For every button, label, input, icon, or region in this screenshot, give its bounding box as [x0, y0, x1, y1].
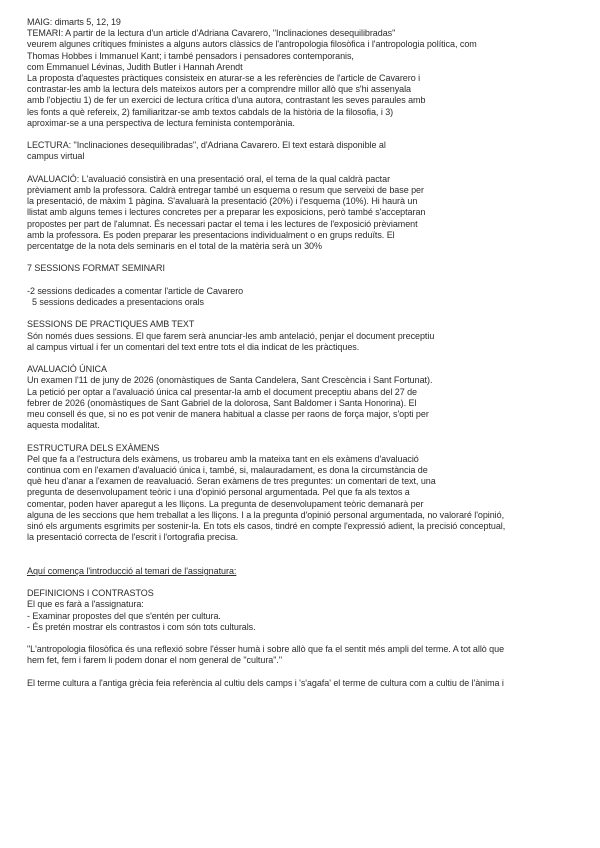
intro-line: amb l'objectiu 1) de fer un exercici de lectura crítica d'una autora, contrastant les seves paraules amb [27, 95, 426, 106]
assessment-line: AVALUACIÓ: L'avaluació consistirà en una presentació oral, el tema de la qual caldrà pactar [27, 173, 391, 184]
spacer [27, 577, 587, 588]
reading-section [27, 140, 587, 162]
sessions-line: -2 sessions dedicades a comentar l'article de Cavarero [27, 285, 244, 296]
exam-structure-section [27, 443, 587, 544]
single-assessment-line: Un examen l'11 de juny de 2026 (onomàstiques de Santa Candelera, Sant Crescència i Sant Fortunat). [27, 375, 433, 386]
reading-line: campus virtual [27, 151, 85, 162]
definitions-line: - Examinar propostes del que s'entén per cultura. [27, 610, 221, 621]
practice-sessions-section [27, 319, 587, 353]
definitions-line: - És pretén mostrar els contrastos i com són tots culturals. [27, 621, 256, 632]
exam-structure-heading: ESTRUCTURA DELS EXÀMENS [27, 442, 160, 453]
exam-structure-line: continua com en l'examen d'avaluació única i, també, si, malauradament, es dona la circumstància de [27, 465, 428, 476]
assessment-line: percentatge de la nota dels seminaris en el total de la matèria serà un 30% [27, 241, 322, 252]
definitions-section [27, 588, 587, 633]
definitions-heading: DEFINICIONS I CONTRASTOS [27, 588, 154, 599]
exam-structure-line: comentar, poden haver aparegut a les lliçons. La pregunta de desenvolupament teòric demanarà per [27, 498, 424, 509]
assessment-line: llistat amb alguns temes i lectures concretes per a preparar les exposicions, però també s'acceptaran [27, 207, 426, 218]
exam-structure-line: sinó els arguments esgrimits per sostenir-la. En tots els casos, tindré en compte l'expressió adient, la precisió conceptual, [27, 521, 506, 532]
exam-structure-line: què heu d'anar a l'examen de reavaluació. Seran exàmens de tres preguntes: un comentari de text, una [27, 476, 436, 487]
assessment-line: la presentació, de màxim 1 pàgina. S'avaluarà la presentació (20%) i l'esquema (10%). Hi haurà un [27, 196, 418, 207]
spacer [27, 667, 587, 678]
single-assessment-line: La petició per optar a l'avaluació única cal presentar-la amb el document preceptiu abans del 27 de [27, 386, 418, 397]
spacer [27, 431, 587, 442]
intro-line: les fonts a què refereix, 2) familiaritzar-se amb textos cabdals de la història de la filosofia, i 3) [27, 106, 394, 117]
spacer [27, 633, 587, 644]
sessions-heading: 7 SESSIONS FORMAT SEMINARI [27, 263, 165, 274]
quote-line: "L'antropologia filosòfica és una reflexió sobre l'ésser humà i sobre allò que fa el sentit més ampli del terme. A tot allò que [27, 644, 505, 655]
seminar-sessions-section [27, 263, 587, 308]
spacer [27, 308, 587, 319]
single-assessment-heading: AVALUACIÓ ÚNICA [27, 364, 107, 375]
assessment-section [27, 174, 587, 252]
definitions-line: El que es farà a l'assignatura: [27, 599, 144, 610]
schedule-line: MAIG: dimarts 5, 12, 19 [27, 17, 121, 27]
spacer [27, 353, 587, 364]
reading-line: LECTURA: "Inclinaciones desequilibradas", d'Adriana Cavarero. El text estarà disponible al [27, 140, 386, 151]
syllabus-intro-section [27, 566, 587, 577]
quote-line: hem fet, fem i farem li podem donar el nom general de "cultura"." [27, 655, 282, 666]
intro-line: aproximar-se a una perspectiva de lectura feminista contemporània. [27, 117, 295, 128]
spacer [27, 163, 587, 174]
schedule-and-topic-section [27, 17, 587, 129]
practice-line: al campus virtual i fer un comentari del text entre tots el dia indicat de les pràctiques. [27, 341, 360, 352]
assessment-line: prèviament amb la professora. Caldrà entregar també un esquema o resum que serveixi de base per [27, 185, 424, 196]
single-assessment-line: febrer de 2026 (onomàstiques de Sant Gabriel de la dolorosa, Sant Baldomer i Santa Honorina). El [27, 397, 417, 408]
spacer [27, 252, 587, 263]
spacer [27, 129, 587, 140]
document-page [27, 17, 587, 689]
intro-line: contrastar-les amb la lectura dels mateixos autors per a comprendre millor allò que s'hi assenyala [27, 84, 411, 95]
practice-heading: SESSIONS DE PRACTIQUES AMB TEXT [27, 319, 195, 330]
intro-line: veurem algunes crítiques fministes a alguns autors clàssics de l'antropologia filosòfica i l'antropologia política, com [27, 39, 477, 50]
intro-line: Thomas Hobbes i Immanuel Kant; i també pensadors i pensadores contemporanis, [27, 50, 354, 61]
spacer [27, 275, 587, 286]
spacer [27, 555, 587, 566]
quote-section [27, 644, 587, 666]
culture-section [27, 678, 587, 689]
single-assessment-line: meu consell és que, si no es pot venir de manera habitual a classe per raons de força major, s'opti per [27, 409, 429, 420]
syllabus-intro-heading: Aquí comença l'introducció al temari de l'assignatura: [27, 565, 237, 576]
single-assessment-section [27, 364, 587, 431]
single-assessment-line: aquesta modalitat. [27, 420, 100, 431]
intro-line: La proposta d'aquestes pràctiques consisteix en aturar-se a les referències de l'article de Cavarero i [27, 73, 421, 84]
practice-line: Són només dues sessions. El que farem serà anunciar-les amb antelació, penjar el document preceptiu [27, 330, 435, 341]
assessment-line: propostes per part de l'alumnat. És necessari pactar el tema i les lectures de l'exposició prèviament [27, 218, 418, 229]
exam-structure-line: Pel que fa a l'estructura dels exàmens, us trobareu amb la mateixa tant en els exàmens d'avaluació [27, 453, 419, 464]
exam-structure-line: pregunta de desenvolupament teòric i una d'opinió personal argumentada. Pel que fa als textos a [27, 487, 410, 498]
assessment-line: amb la professora. Es poden preparar les presentacions individualment o en grups reduïts. El [27, 229, 395, 240]
spacer [27, 543, 587, 554]
culture-line: El terme cultura a l'antiga grècia feia referència al cultiu dels camps i 's'agafa' el terme de cultura com a cultiu de l'ànima i [27, 677, 504, 688]
exam-structure-line: la presentació correcta de l'escrit i l'ortografia precisa. [27, 532, 239, 543]
exam-structure-line: alguna de les seccions que hem treballat a les lliçons. I a la pregunta d'opinió personal argumentada, no valoraré l'opinió, [27, 509, 505, 520]
sessions-line: 5 sessions dedicades a presentacions orals [32, 297, 205, 308]
intro-line: com Emmanuel Lévinas, Judith Butler i Hannah Arendt [27, 61, 243, 72]
intro-line: TEMARI: A partir de la lectura d'un article d'Adriana Cavarero, "Inclinaciones desequilibradas" [27, 28, 396, 39]
